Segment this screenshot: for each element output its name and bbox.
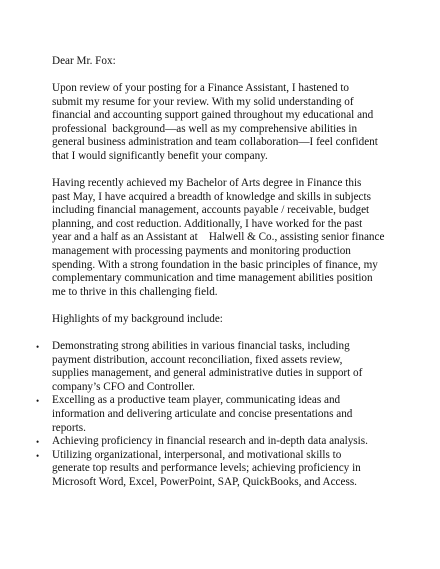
- paragraph-2-line: year and a half as an Assistant at Halwell & Co., assisting senior finance: [52, 231, 385, 244]
- highlight-line: payment distribution, account reconciliation, fixed assets review,: [52, 353, 343, 366]
- paragraph-2-line: past May, I have acquired a breadth of knowledge and skills in subjects: [52, 190, 371, 203]
- highlight-line: Achieving proficiency in financial research and in-depth data analysis.: [52, 435, 368, 448]
- highlight-line: reports.: [52, 421, 86, 434]
- highlight-line: generate top results and performance levels; achieving proficiency in: [52, 462, 361, 475]
- paragraph-1-line: financial and accounting support gained throughout my educational and: [52, 109, 374, 122]
- bullet-icon: •: [36, 450, 40, 461]
- highlight-line: company’s CFO and Controller.: [52, 380, 195, 393]
- highlight-line: Microsoft Word, Excel, PowerPoint, SAP, QuickBooks, and Access.: [52, 476, 357, 488]
- paragraph-2-line: me to thrive in this challenging field.: [52, 285, 218, 298]
- paragraph-2-line: spending. With a strong foundation in the basic principles of finance, my: [52, 258, 378, 271]
- highlight-line: Utilizing organizational, interpersonal, and motivational skills to: [52, 448, 342, 461]
- paragraph-1-line: submit my resume for your review. With my solid understanding of: [52, 95, 354, 108]
- paragraph-1-line: professional background—as well as my comprehensive abilities in: [52, 122, 358, 135]
- paragraph-2-line: complementary communication and time management abilities position: [52, 272, 373, 285]
- bullet-icon: •: [36, 437, 40, 448]
- highlight-line: Demonstrating strong abilities in various financial tasks, including: [52, 340, 350, 352]
- paragraph-1-line: general business administration and team collaboration—I feel confident: [52, 136, 378, 149]
- paragraph-2-line: planning, and cost reduction. Additionally, I have worked for the past: [52, 217, 363, 230]
- salutation: Dear Mr. Fox:: [52, 55, 116, 67]
- highlight-line: information and delivering articulate and concise presentations and: [52, 408, 353, 420]
- bullet-icon: •: [36, 396, 40, 407]
- highlight-line: Excelling as a productive team player, communicating ideas and: [52, 394, 341, 407]
- bullet-icon: •: [36, 342, 40, 352]
- paragraph-2-line: Having recently achieved my Bachelor of Arts degree in Finance this: [52, 177, 362, 189]
- paragraph-1-line: Upon review of your posting for a Finance Assistant, I hastened to: [52, 82, 350, 94]
- paragraph-2-line: including financial management, accounts payable / receivable, budget: [52, 204, 370, 217]
- highlights-intro: Highlights of my background include:: [52, 313, 223, 325]
- paragraph-1-line: that I would significantly benefit your company.: [52, 150, 268, 162]
- highlight-line: supplies management, and general administrative duties in support of: [52, 367, 363, 380]
- paragraph-2-line: management with processing payments and monitoring production: [52, 245, 351, 257]
